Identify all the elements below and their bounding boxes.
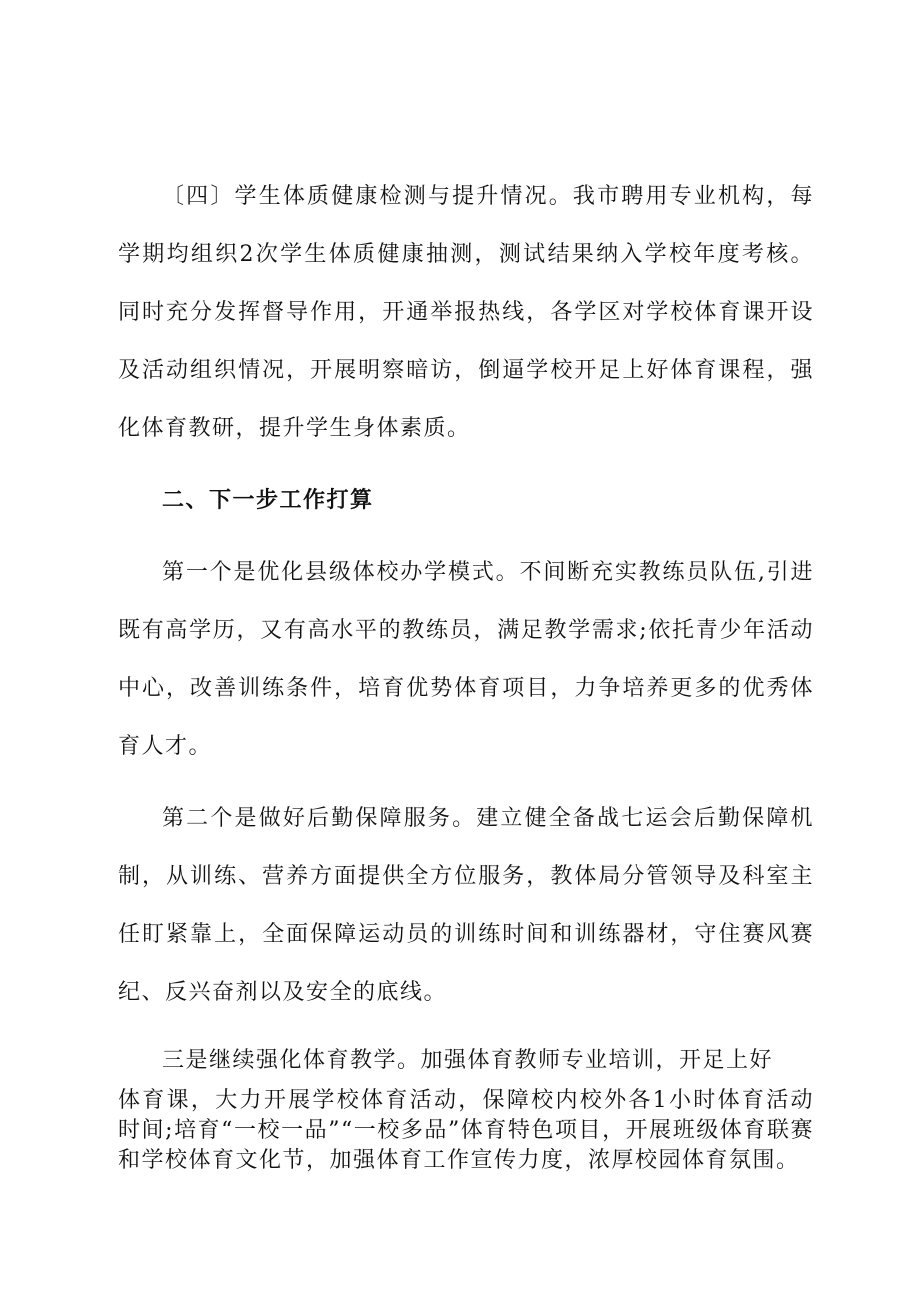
spacer xyxy=(118,1022,814,1036)
spacer xyxy=(118,458,814,472)
document-page xyxy=(118,168,814,1176)
paragraph-pe-teaching-first-line: 三是继续强化体育教学。加强体育教师专业培训，开足上好 xyxy=(162,1048,774,1073)
paragraph-sports-school-model: 第一个是优化县级体校办学模式。不间断充实教练员队伍,引进既有高学历，又有高水平的教练员，满足教学需求;依托青少年活动中心，改善训练条件，培育优势体育项目，力争培养更多的优秀体育人才。 xyxy=(118,560,814,759)
paragraph-physical-health-monitoring: 〔四〕学生体质健康检测与提升情况。我市聘用专业机构，每学期均组织2次学生体质健康抽测，测试结果纳入学校年度考核。同时充分发挥督导作用，开通举报热线，各学区对学校体育课开设及活动组织情况，开展明察暗访，倒逼学校开足上好体育课程，强化体育教研，提升学生身体素质。 xyxy=(118,184,814,441)
spacer xyxy=(118,530,814,544)
paragraph-logistics-support: 第二个是做好后勤保障服务。建立健全备战七运会后勤保障机制，从训练、营养方面提供全方位服务，教体局分管领导及科室主任盯紧靠上，全面保障运动员的训练时间和训练器材，守住赛风赛纪、反兴奋剂以及安全的底线。 xyxy=(118,806,814,1005)
spacer xyxy=(118,776,814,790)
paragraph-pe-teaching-continued: 体育课，大力开展学校体育活动，保障校内校外各1小时体育活动时间;培育“一校一品”“一校多品”体育特色项目，开展班级体育联赛和学校体育文化节，加强体育工作宣传力度，浓厚校园体育氛围。 xyxy=(118,1088,814,1173)
section-heading-next-steps: 二、下一步工作打算 xyxy=(162,488,374,513)
